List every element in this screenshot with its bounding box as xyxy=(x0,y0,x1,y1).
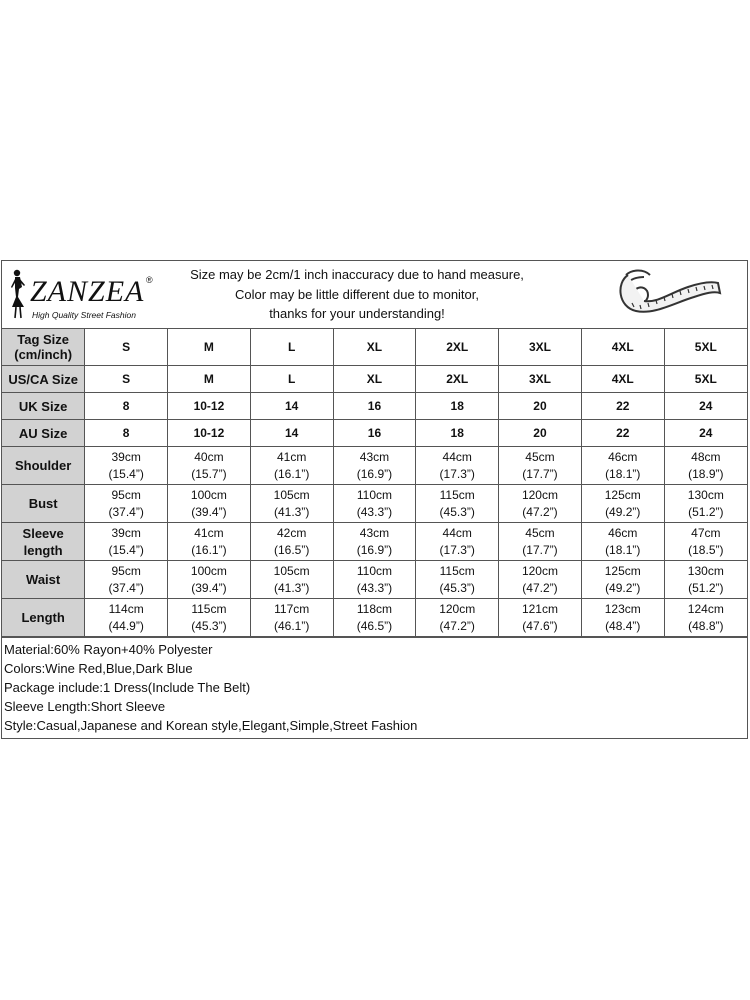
measurement-inch: (45.3”) xyxy=(439,580,475,595)
measurement-inch: (51.2”) xyxy=(688,580,724,595)
measurement-inch: (46.5”) xyxy=(356,618,393,633)
measurement-cell xyxy=(499,599,582,637)
measurement-inch: (47.2”) xyxy=(522,580,558,595)
measurement-inch: (17.3”) xyxy=(439,466,475,481)
measurement-cm: 105cm xyxy=(273,487,310,502)
measurement-cm: 43cm xyxy=(359,525,390,540)
measurement-cell xyxy=(250,599,333,637)
measurement-cm: 40cm xyxy=(194,449,224,464)
measurement-cell xyxy=(499,447,582,485)
measurement-inch: (16.1”) xyxy=(191,542,227,557)
size-header-cell: XL xyxy=(333,329,416,366)
measurement-cm: 120cm xyxy=(521,563,558,578)
measurement-cell xyxy=(664,561,747,599)
measurement-cm: 48cm xyxy=(691,449,721,464)
measurement-inch: (43.3”) xyxy=(356,580,393,595)
measurement-cell xyxy=(664,599,747,637)
size-code-cell: 2XL xyxy=(416,366,499,393)
row-label: Waist xyxy=(2,561,85,599)
measurement-cm: 130cm xyxy=(687,563,724,578)
detail-package: Package include:1 Dress(Include The Belt) xyxy=(4,680,251,695)
measurement-cell xyxy=(581,485,664,523)
notice-line: thanks for your understanding! xyxy=(269,306,445,321)
measurement-cm: 39cm xyxy=(111,449,141,464)
measurement-cm: 44cm xyxy=(442,449,472,464)
measurement-cm: 120cm xyxy=(521,487,558,502)
size-header-cell: M xyxy=(168,329,251,366)
measurement-inch: (47.2”) xyxy=(522,504,558,519)
measurement-inch: (43.3”) xyxy=(356,504,393,519)
size-code-cell: 16 xyxy=(333,393,416,420)
header-label: Tag Size xyxy=(17,332,70,347)
size-code-cell: 10-12 xyxy=(168,393,251,420)
measurement-inch: (44.9”) xyxy=(108,618,144,633)
measurement-cell xyxy=(664,447,747,485)
registered-mark: ® xyxy=(146,275,153,285)
row-label: Length xyxy=(2,599,85,637)
measurement-cell xyxy=(168,561,251,599)
size-header-cell: L xyxy=(250,329,333,366)
measurement-cm: 115cm xyxy=(191,601,227,616)
measurement-cell xyxy=(581,447,664,485)
measurement-inch: (48.4”) xyxy=(605,618,641,633)
size-table xyxy=(2,329,747,637)
detail-sleeve: Sleeve Length:Short Sleeve xyxy=(4,699,166,714)
measurement-inch: (16.1”) xyxy=(274,466,310,481)
measurement-row xyxy=(2,523,747,561)
measurement-cell xyxy=(581,599,664,637)
measurement-cell xyxy=(416,599,499,637)
measurement-cm: 44cm xyxy=(442,525,472,540)
size-code-cell: 18 xyxy=(416,393,499,420)
measurement-row xyxy=(2,561,747,599)
measurement-cm: 45cm xyxy=(525,525,555,540)
measurement-inch: (47.2”) xyxy=(439,618,475,633)
measurement-cell xyxy=(250,485,333,523)
measurement-inch: (16.5”) xyxy=(274,542,310,557)
measurement-inch: (16.9”) xyxy=(356,542,393,557)
measurement-inch: (47.6”) xyxy=(522,618,558,633)
measurement-cm: 41cm xyxy=(194,525,224,540)
size-code-rows xyxy=(2,366,747,447)
measurement-inch: (48.8”) xyxy=(688,618,724,633)
measurement-cm: 110cm xyxy=(356,487,393,502)
detail-colors: Colors:Wine Red,Blue,Dark Blue xyxy=(4,661,193,676)
measurement-cm: 43cm xyxy=(359,449,390,464)
measurement-inch: (51.2”) xyxy=(688,504,724,519)
woman-figure-icon xyxy=(6,267,32,319)
measurement-cm: 100cm xyxy=(190,487,227,502)
measurement-cell xyxy=(85,523,168,561)
size-code-cell: 3XL xyxy=(499,366,582,393)
measurement-cell xyxy=(416,485,499,523)
measurement-cm: 115cm xyxy=(439,487,475,502)
measuring-tape-icon xyxy=(614,263,724,325)
measurement-inch: (17.3”) xyxy=(439,542,475,557)
measurement-inch: (18.9”) xyxy=(688,466,724,481)
detail-style: Style:Casual,Japanese and Korean style,Elegant,Simple,Street Fashion xyxy=(4,718,418,733)
measurement-notice xyxy=(162,265,552,324)
measurement-cm: 42cm xyxy=(277,525,307,540)
measurement-inch: (15.4”) xyxy=(108,466,144,481)
measurement-cell xyxy=(168,599,251,637)
measurement-cell xyxy=(416,561,499,599)
size-code-row xyxy=(2,366,747,393)
row-label: Shoulder xyxy=(2,447,85,485)
measurement-cm: 46cm xyxy=(608,525,638,540)
measurement-cell xyxy=(499,523,582,561)
size-code-row xyxy=(2,393,747,420)
measurement-inch: (45.3”) xyxy=(439,504,475,519)
measurement-cm: 123cm xyxy=(604,601,641,616)
measurement-cm: 105cm xyxy=(273,563,310,578)
size-chart xyxy=(1,260,748,739)
size-header-cell: 5XL xyxy=(664,329,747,366)
measurement-inch: (41.3”) xyxy=(274,504,310,519)
measurement-cm: 110cm xyxy=(356,563,393,578)
measurement-cell xyxy=(581,523,664,561)
measurement-inch: (49.2”) xyxy=(605,580,641,595)
size-code-row xyxy=(2,420,747,447)
size-code-cell: 20 xyxy=(499,393,582,420)
row-label: US/CA Size xyxy=(2,366,85,393)
measurement-cm: 100cm xyxy=(190,563,227,578)
size-code-cell: 10-12 xyxy=(168,420,251,447)
chart-header xyxy=(2,261,747,329)
table-header-row xyxy=(2,329,747,366)
product-details xyxy=(2,637,747,738)
measurement-cell xyxy=(85,447,168,485)
measurement-rows xyxy=(2,447,747,637)
measurement-cell xyxy=(85,561,168,599)
measurement-inch: (18.1”) xyxy=(605,466,641,481)
measurement-cm: 45cm xyxy=(525,449,555,464)
size-code-cell: 24 xyxy=(664,393,747,420)
measurement-inch: (39.4”) xyxy=(191,580,227,595)
measurement-cell xyxy=(85,485,168,523)
measurement-inch: (18.5”) xyxy=(688,542,724,557)
measurement-cell xyxy=(499,485,582,523)
size-code-cell: 14 xyxy=(250,420,333,447)
measurement-cell xyxy=(333,561,416,599)
size-code-cell: 8 xyxy=(85,393,168,420)
detail-material: Material:60% Rayon+40% Polyester xyxy=(4,642,213,657)
size-code-cell: 22 xyxy=(581,420,664,447)
size-code-cell: 20 xyxy=(499,420,582,447)
measurement-inch: (37.4”) xyxy=(108,580,144,595)
measurement-cm: 115cm xyxy=(439,563,475,578)
measurement-cm: 47cm xyxy=(691,525,721,540)
measurement-row xyxy=(2,599,747,637)
brand-tagline: High Quality Street Fashion xyxy=(32,310,136,320)
measurement-cell xyxy=(250,447,333,485)
row-label: Bust xyxy=(2,485,85,523)
size-code-cell: 8 xyxy=(85,420,168,447)
measurement-cm: 124cm xyxy=(687,601,724,616)
size-header-cell: 4XL xyxy=(581,329,664,366)
header-unit: (cm/inch) xyxy=(14,347,73,362)
size-code-cell: 4XL xyxy=(581,366,664,393)
measurement-inch: (46.1”) xyxy=(274,618,310,633)
size-header-cell: 3XL xyxy=(499,329,582,366)
measurement-inch: (45.3”) xyxy=(191,618,227,633)
measurement-inch: (17.7”) xyxy=(522,542,558,557)
measurement-cm: 125cm xyxy=(604,487,641,502)
measurement-cell xyxy=(499,561,582,599)
measurement-cm: 117cm xyxy=(274,601,310,616)
measurement-inch: (18.1”) xyxy=(605,542,641,557)
measurement-cm: 46cm xyxy=(608,449,638,464)
measurement-cell xyxy=(250,561,333,599)
size-code-cell: 22 xyxy=(581,393,664,420)
notice-line: Size may be 2cm/1 inch inaccuracy due to hand measure, xyxy=(190,267,524,282)
size-code-cell: 24 xyxy=(664,420,747,447)
measurement-row xyxy=(2,447,747,485)
header-label-cell xyxy=(2,329,85,366)
measurement-inch: (15.7”) xyxy=(191,466,227,481)
measurement-cm: 130cm xyxy=(687,487,724,502)
measurement-inch: (37.4”) xyxy=(108,504,144,519)
measurement-cm: 125cm xyxy=(604,563,641,578)
measurement-cm: 41cm xyxy=(277,449,307,464)
measurement-inch: (49.2”) xyxy=(605,504,641,519)
measurement-cm: 118cm xyxy=(356,601,393,616)
size-header-cell: S xyxy=(85,329,168,366)
measurement-cell xyxy=(85,599,168,637)
size-code-cell: L xyxy=(250,366,333,393)
measurement-inch: (41.3”) xyxy=(274,580,310,595)
measurement-cell xyxy=(333,447,416,485)
size-code-cell: 18 xyxy=(416,420,499,447)
brand-logo xyxy=(6,267,156,323)
row-label: UK Size xyxy=(2,393,85,420)
size-code-cell: 16 xyxy=(333,420,416,447)
measurement-cm: 39cm xyxy=(111,525,141,540)
measurement-cell xyxy=(416,523,499,561)
size-code-cell: XL xyxy=(333,366,416,393)
measurement-cell xyxy=(333,599,416,637)
notice-line: Color may be little different due to monitor, xyxy=(235,286,479,302)
size-code-cell: 5XL xyxy=(664,366,747,393)
row-label: AU Size xyxy=(2,420,85,447)
row-label: Sleeve length xyxy=(2,523,85,561)
measurement-cell xyxy=(168,485,251,523)
measurement-cell xyxy=(581,561,664,599)
measurement-inch: (17.7”) xyxy=(522,466,558,481)
measurement-inch: (39.4”) xyxy=(191,504,227,519)
measurement-cell xyxy=(664,523,747,561)
brand-name: ZANZEA xyxy=(30,275,145,308)
size-code-cell: 14 xyxy=(250,393,333,420)
measurement-cell xyxy=(168,523,251,561)
measurement-cell xyxy=(333,485,416,523)
measurement-cell xyxy=(168,447,251,485)
size-header-cell: 2XL xyxy=(416,329,499,366)
measurement-cm: 95cm xyxy=(111,563,141,578)
size-code-cell: S xyxy=(85,366,168,393)
measurement-inch: (15.4”) xyxy=(108,542,144,557)
measurement-cm: 120cm xyxy=(439,601,476,616)
measurement-cell xyxy=(416,447,499,485)
measurement-cell xyxy=(664,485,747,523)
measurement-inch: (16.9”) xyxy=(356,466,393,481)
size-code-cell: M xyxy=(168,366,251,393)
measurement-cm: 121cm xyxy=(521,601,558,616)
measurement-cell xyxy=(250,523,333,561)
measurement-row xyxy=(2,485,747,523)
measurement-cm: 95cm xyxy=(111,487,141,502)
measurement-cm: 114cm xyxy=(108,601,144,616)
measurement-cell xyxy=(333,523,416,561)
